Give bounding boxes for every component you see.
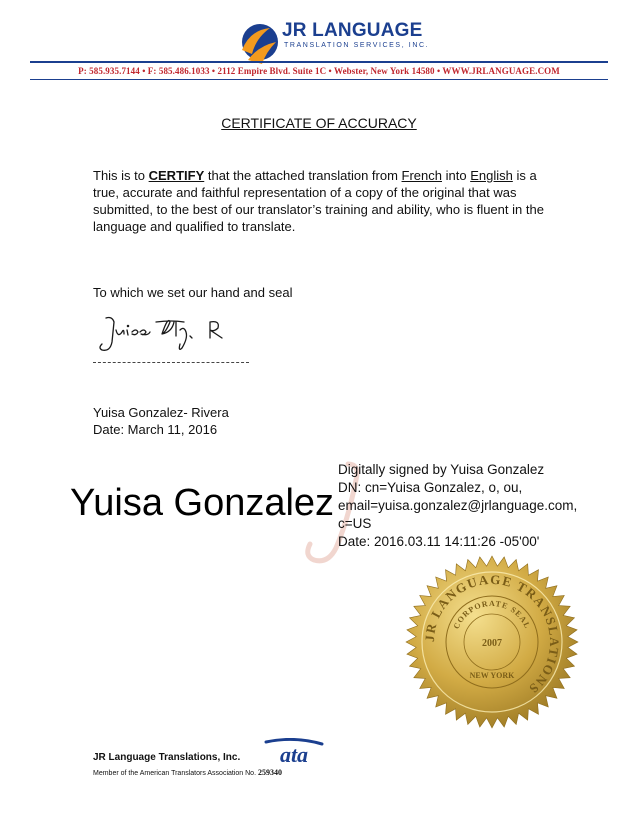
seal-location: NEW YORK <box>469 671 515 680</box>
body-mid2: into <box>442 168 471 183</box>
contact-line: P: 585.935.7144 • F: 585.486.1033 • 2112 Empire Blvd. Suite 1C • Webster, New York 14580 • WWW.JRLANGUAGE.COM <box>78 66 560 76</box>
digital-sig-line: email=yuisa.gonzalez@jrlanguage.com, <box>338 498 578 513</box>
ata-logo-icon <box>262 738 326 766</box>
handwritten-signature <box>92 308 252 358</box>
footer-membership <box>93 768 282 777</box>
digital-sig-line: Digitally signed by Yuisa Gonzalez <box>338 462 545 477</box>
digital-signer-name: Yuisa Gonzalez <box>70 482 335 524</box>
seal-statement: To which we set our hand and seal <box>93 285 293 300</box>
corporate-seal <box>404 554 580 730</box>
body-mid1: that the attached translation from <box>204 168 402 183</box>
seal-inner-text: CORPORATE SEAL <box>451 598 533 631</box>
certificate-body <box>93 167 553 235</box>
body-prefix: This is to <box>93 168 149 183</box>
header-divider <box>30 61 608 63</box>
seal-year: 2007 <box>482 638 502 649</box>
company-logo-icon <box>236 20 280 66</box>
target-language: English <box>470 168 513 183</box>
company-name: JR LANGUAGE <box>282 20 423 41</box>
digital-sig-line: c=US <box>338 516 372 531</box>
page-title: CERTIFICATE OF ACCURACY <box>221 115 417 131</box>
digital-sig-line: DN: cn=Yuisa Gonzalez, o, ou, <box>338 480 523 495</box>
member-number: 259340 <box>257 768 282 777</box>
company-subtitle: TRANSLATION SERVICES, INC. <box>284 42 430 49</box>
digital-sig-line: Date: 2016.03.11 14:11:26 -05'00' <box>338 534 540 549</box>
digital-signature-info <box>338 461 628 551</box>
source-language: French <box>401 168 442 183</box>
certify-word: CERTIFY <box>148 168 205 183</box>
signature-line <box>93 362 249 363</box>
seal-outer-text: JR LANGUAGE TRANSLATIONS <box>421 571 563 698</box>
ata-logo-text: ata <box>279 742 309 766</box>
translator-name: Yuisa Gonzalez- Rivera <box>93 405 229 420</box>
body-rest: is a true, accurate and faithful representation of a copy of the original that was submitted, to the best of our translator’s training and ability, who is fluent in the language and qualified to translate. <box>93 168 544 234</box>
footer-company: JR Language Translations, Inc. <box>93 752 241 763</box>
header-divider-bottom <box>30 79 608 80</box>
certificate-date: Date: March 11, 2016 <box>93 422 218 437</box>
member-text: Member of the American Translators Association No. <box>93 770 258 777</box>
